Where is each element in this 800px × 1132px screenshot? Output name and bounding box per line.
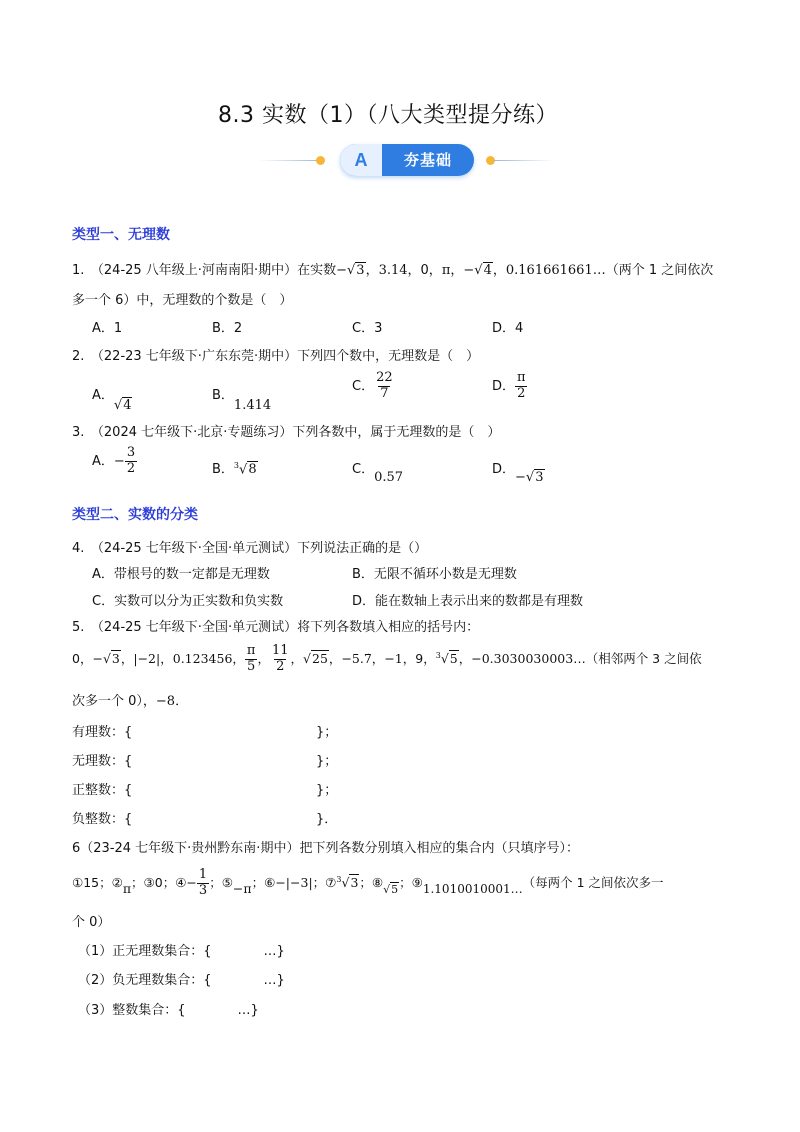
q5-n2: |−2| <box>133 650 161 666</box>
question-4-stem: 4. （24-25 七年级下·全国·单元测试）下列说法正确的是（） <box>72 541 428 556</box>
q3-d-sqrt: √3 <box>525 470 544 485</box>
q2-d-label: D． <box>492 378 516 394</box>
banner-letter: A <box>340 144 382 176</box>
question-2-stem: 2. （22-23 七年级下·广东东莞·期中）下列四个数中，无理数是（ ） <box>72 349 480 364</box>
negint-set-close: }． <box>316 812 338 827</box>
q5-n6-sqrt: √25 <box>303 650 328 666</box>
q4-option-a[interactable]: A．带根号的数一定都是无理数 <box>92 567 270 582</box>
question-6-items <box>72 868 664 899</box>
section-banner <box>340 144 474 176</box>
q6-set-1: （1）正无理数集合：{ …} <box>78 944 285 959</box>
q5-n8: −1 <box>384 650 403 666</box>
q1-sqrt3: √3 <box>346 263 365 278</box>
q5-n0: 0， <box>72 650 93 666</box>
q5-n11: −0.3030030003 <box>471 650 574 666</box>
q3-d-label: D． <box>492 462 516 477</box>
q6-cuberoot: $^3$√3 <box>336 874 359 890</box>
question-5-stem: 5. （24-25 七年级下·全国·单元测试）将下列各数填入相应的括号内： <box>72 620 480 635</box>
q2-d-fraction: $\frac{\pi}{2}$ <box>517 370 526 401</box>
rational-set-close: }； <box>316 725 338 740</box>
q4-option-c[interactable]: C．实数可以分为正实数和负实数 <box>92 594 284 609</box>
q5-n9: 9， <box>415 650 436 666</box>
q6-item-8: ；⑧ <box>359 874 384 890</box>
q5-comma: ， <box>290 650 304 666</box>
q3-a-sign: − <box>113 453 125 469</box>
q6-abs: −|−3| <box>275 874 313 890</box>
q3-c-label: C． <box>352 462 375 477</box>
q3-d-sign: − <box>515 470 526 485</box>
q5-comma: ， <box>458 650 472 666</box>
banner-line-right <box>494 160 554 161</box>
q6-item-7: ；⑦ <box>312 874 337 890</box>
section-heading-2: 类型二、实数的分类 <box>72 507 198 523</box>
q1-sep: ， <box>492 263 506 278</box>
q5-comma: ， <box>120 650 134 666</box>
q6-item-4-fraction: $\frac{1}{3}$ <box>198 867 208 898</box>
q3-a-label: A． <box>92 453 114 469</box>
q3-b-cuberoot: $^3$√8 <box>233 460 257 477</box>
q5-comma: ， <box>402 650 416 666</box>
q2-b-label: B． <box>212 388 234 403</box>
q3-option-a[interactable] <box>92 446 137 477</box>
q6-set-3: （3）整数集合：{ …} <box>78 1003 259 1018</box>
rational-set-label: 有理数：{ <box>72 725 133 740</box>
q1-neg4: − <box>463 263 475 278</box>
q6-neg-pi: −π <box>232 880 252 896</box>
q1-sep: ， <box>365 263 379 278</box>
question-1-line-2: 多一个 6）中，无理数的个数是（ ） <box>72 293 293 308</box>
q6-item-9: ；⑨ <box>399 874 423 890</box>
q2-option-a[interactable] <box>92 384 132 413</box>
q1-long: 0.161661661… <box>505 263 606 278</box>
question-5-numbers <box>72 644 702 675</box>
question-3-stem: 3. （2024 七年级下·北京·专题练习）下列各数中，属于无理数的是（ ） <box>72 425 501 440</box>
q5-n5-fraction: $\frac{11}{2}$ <box>271 643 289 674</box>
q6-item-6: ；⑥ <box>251 874 276 890</box>
q5-comma: ， <box>160 650 173 666</box>
q1-option-d[interactable]: D．4 <box>492 321 524 336</box>
q3-c-value: 0.57 <box>374 470 404 485</box>
q5-period: ． <box>175 694 189 709</box>
q4-option-d[interactable]: D．能在数轴上表示出来的数都是有理数 <box>352 594 584 609</box>
banner-label: 夯基础 <box>403 151 452 169</box>
q4-option-b[interactable]: B．无限不循环小数是无理数 <box>352 567 517 582</box>
q5-n4-fraction: $\frac{\pi}{5}$ <box>246 643 256 674</box>
irrational-set-label: 无理数：{ <box>72 754 133 769</box>
q6-sqrt5: √5 <box>383 882 399 896</box>
q2-a-sqrt: √4 <box>113 398 132 413</box>
q6-decimal: 1.1010010001… <box>422 881 523 896</box>
q3-option-c[interactable] <box>352 458 404 485</box>
banner-dot-left <box>316 156 325 165</box>
q1-sep: ，0， <box>407 263 442 278</box>
q5-comma: ， <box>328 650 342 666</box>
q5-n1-sqrt: √3 <box>102 650 120 666</box>
q5-n11-tail: …（相邻两个 3 之间依 <box>573 650 702 666</box>
q5-n10-cuberoot: $^3$√5 <box>435 650 458 666</box>
q6-tail: （每两个 1 之间依次多一 <box>522 874 664 890</box>
q6-pi: π <box>122 880 132 896</box>
q1-option-c[interactable]: C．3 <box>352 321 383 336</box>
q5-n3: 0.123456 <box>172 650 233 666</box>
q3-b-label: B． <box>212 462 234 477</box>
q5-line2-text: 次多一个 0）， <box>72 694 156 709</box>
q5-n7: −5.7̇ <box>341 650 372 666</box>
q2-b-value: 1.414 <box>233 398 272 413</box>
q5-comma: ， <box>257 650 270 666</box>
q2-c-fraction: $\frac{22}{7}$ <box>376 370 393 401</box>
q1-pi: π <box>441 263 451 278</box>
q2-option-c[interactable] <box>352 371 395 402</box>
section-heading-1: 类型一、无理数 <box>72 227 170 243</box>
q1-option-a[interactable]: A．1 <box>92 321 123 336</box>
posint-set-label: 正整数：{ <box>72 783 133 798</box>
q6-item-3: ；③0；④ <box>131 874 187 890</box>
q2-c-label: C． <box>352 378 375 394</box>
q5-neg8: −8 <box>155 694 176 709</box>
negint-set-label: 负整数：{ <box>72 812 133 827</box>
q1-neg: − <box>336 263 347 278</box>
q2-a-label: A． <box>92 388 114 403</box>
q5-n1-sign: − <box>92 650 103 666</box>
q1-sep: ， <box>450 263 464 278</box>
q6-item-4-sign: − <box>186 874 197 890</box>
irrational-set-close: }； <box>316 754 338 769</box>
q6-item-5: ；⑤ <box>209 874 233 890</box>
q5-comma: ， <box>232 650 245 666</box>
q3-a-fraction: $\frac{3}{2}$ <box>126 445 136 476</box>
q1-stem: 1. （24-25 八年级上·河南南阳·期中）在实数 <box>72 263 337 278</box>
q3-option-d[interactable] <box>492 458 545 485</box>
q1-314: 3.14 <box>378 263 408 278</box>
question-5-line-2 <box>72 690 188 709</box>
q1-option-b[interactable]: B．2 <box>212 321 243 336</box>
question-6-line-2: 个 0） <box>72 915 111 930</box>
q2-option-d[interactable] <box>492 371 528 402</box>
question-6-stem: 6（23-24 七年级下·贵州黔东南·期中）把下列各数分别填入相应的集合内（只填序号）： <box>72 841 579 856</box>
q3-option-b[interactable] <box>212 458 258 477</box>
q5-comma: ， <box>371 650 385 666</box>
q6-set-2: （2）负无理数集合：{ …} <box>78 973 285 988</box>
q1-sqrt4: √4 <box>474 263 492 278</box>
page-title: 8.3 实数（1）（八大类型提分练） <box>218 103 558 128</box>
q2-option-b[interactable] <box>212 384 272 413</box>
posint-set-close: }； <box>316 783 338 798</box>
q6-item-1: ①15；② <box>72 874 123 890</box>
question-1-line-1 <box>72 259 713 278</box>
q1-tail: （两个 1 之间依次 <box>605 263 714 278</box>
banner-line-left <box>258 160 320 161</box>
